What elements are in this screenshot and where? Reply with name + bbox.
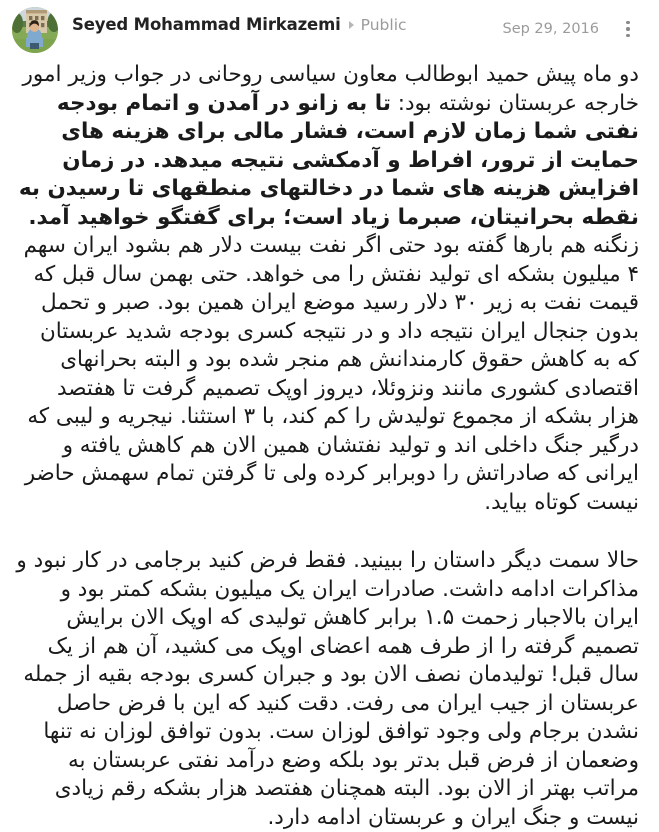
post-header-right: [502, 16, 643, 42]
post-date[interactable]: Sep 29, 2016: [502, 21, 599, 37]
avatar[interactable]: [12, 7, 58, 53]
post-header: [0, 0, 659, 55]
more-vertical-icon[interactable]: [615, 16, 641, 42]
author-name[interactable]: Seyed Mohammad Mirkazemi: [72, 15, 341, 34]
triangle-right-icon: [349, 21, 354, 29]
body-text-run: حالا سمت دیگر داستان را ببینید. فقط فرض کنید برجامی در کار نبود و مذاکرات ادامه داشت. صادرات ایران یک میلیون بشکه کمتر بود و ایران بالاجبار زحمت ۱.۵ برابر کاهش تولیدی که اوپک الان برایش تصمیم گرفته را از طرف همه اعضای اوپک می کشید، آن هم از یک سال قبل! تولیدمان نصف الان بود و جبران کسری بودجه بقیه از جمله عربستان از جیب ایران می رفت. دقت کنید که این با فرض حاصل نشدن برجام ولی وجود توافق لوزان ست. بدون توافق لوزان نه تنها وضعمان از فرض قبل بدتر بود بلکه وضع درآمد نفتی عربستان به مراتب بهتر از الان بود. البته همچنان هفتصد هزار بشکه رقم زیادی نیست و جنگ ایران و عربستان ادامه دارد.: [16, 548, 639, 830]
post-author-block: [72, 15, 502, 34]
paragraph-2: [16, 547, 639, 832]
body-text-run: زنگنه هم بارها گفته بود حتی اگر نفت بیست دلار هم بشود ایران سهم ۴ میلیون بشکه ای تولید نفتش را می خواهد. حتی بهمن سال قبل که قیمت نفت به زیر ۳۰ دلار رسید موضع ایران همین بود. صبر و تحمل بدون جنجال ایران نتیجه داد و در نتیجه کسری بودجه شدید عربستان که به کاهش حقوق کارمندانش هم منجر شده بود و البته بحرانهای اقتصادی کشوری مانند ونزوئلا، دیروز اوپک تصمیم گرفت تا هفتصد هزار بشکه از مجموع تولیدش را کم کند، با ۳ استثنا. نیجریه و لیبی که درگیر جنگ داخلی اند و تولید نفتشان همین الان هم کاهش یافته و ایرانی که صادراتش را دوبرابر کرده ولی تا گرفتن تمام سهمش حاضر نیست کوتاه بیاید.: [23, 233, 639, 515]
post-body-text: [0, 61, 659, 832]
quoted-bold-text: تا به زانو در آمدن و اتمام بودجه نفتی شما زمان لازم است، فشار مالی برای هزینه های حمایت از ترور، افراط و آدمکشی نتیجه میدهد. در زمان افزایش هزینه های شما در دخالتهای منطقهای تا رسیدن به نقطه بحرانیتان، صبرما زیاد است؛ برای گفتگو خواهید آمد.: [18, 90, 639, 230]
more-dot: [626, 34, 630, 38]
post-visibility-label[interactable]: Public: [360, 15, 407, 34]
body-text-run: دو ماه پیش حمید ابوطالب معاون سیاسی روحانی در جواب وزیر امور خارجه عربستان نوشته بود:: [22, 62, 639, 116]
more-dot: [626, 27, 630, 31]
paragraph-1: [16, 61, 639, 517]
more-dot: [626, 21, 630, 25]
